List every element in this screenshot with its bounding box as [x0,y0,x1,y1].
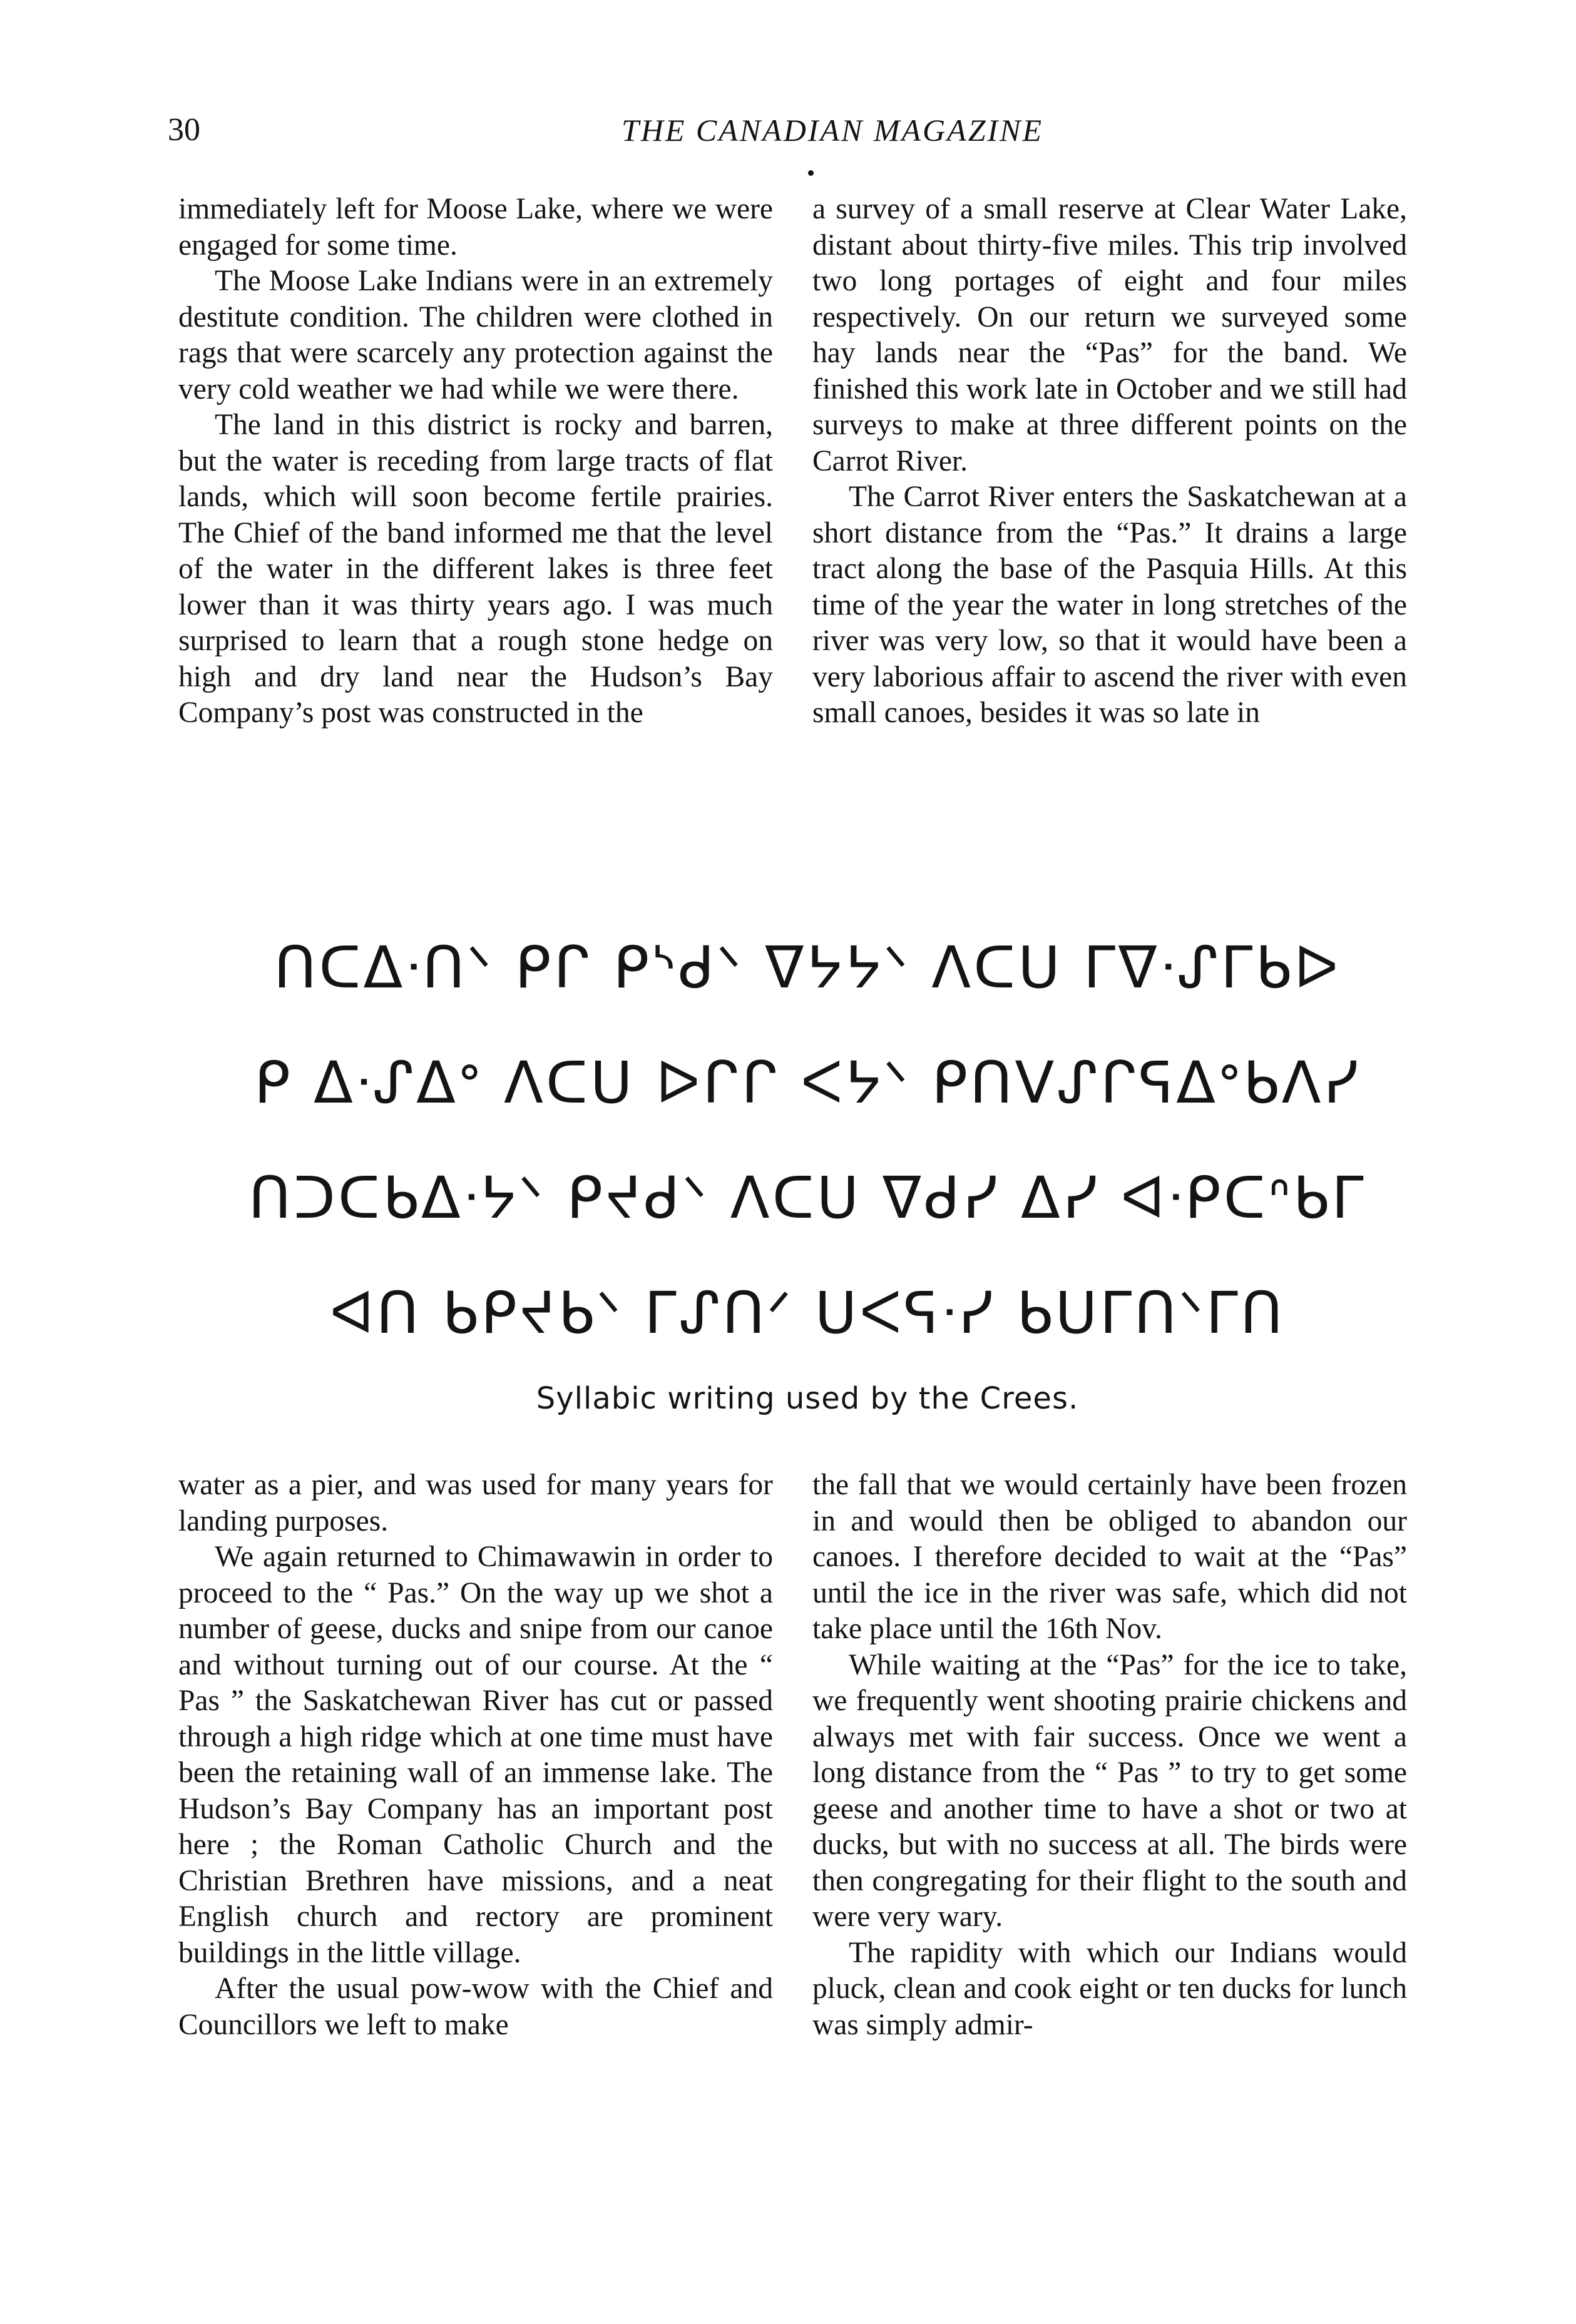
bottom-left-column [178,1467,773,2043]
syllabic-writing-figure [207,910,1408,1371]
bottom-right-column [812,1467,1407,2043]
figure-caption: Syllabic writing used by the Crees. [536,1381,1079,1416]
syllabic-line: ᑎᑕᐃᐧᑎᐠ ᑭᒋ ᑭᔅᑯᐠ ᐁᔭᔭᐠ ᐱᑕᑌ ᒥᐁᐧᔑᒥᑲᐅ [274,934,1341,1001]
running-head: THE CANADIAN MAGAZINE [621,113,1044,148]
page-number: 30 [168,112,200,148]
paragraph: The Carrot River enters the Saskatchewan at a short distance from the “Pas.” It drains a large tract along the base of the Pasquia Hills. At this time of the year the water in long stretches of the river was very low, so that it would have been a very laborious affair to ascend the river with even small canoes, besides it was so late in [812,481,1407,729]
syllabic-line: ᑎᑐᑕᑲᐃᐧᔭᐠ ᑭᔪᑯᐠ ᐱᑕᑌ ᐁᑯᓯ ᐃᓯ ᐊᐧᑭᑕᐢᑲᒥ [248,1165,1366,1231]
syllabic-line: ᐊᑎ ᑲᑭᔪᑲᐠ ᒥᔑᑎᐟ ᑌᐸᕋᐧᓯ ᑲᑌᒥᑎᐠᒥᑎ [329,1280,1286,1347]
paragraph: The rapidity with which our Indians would pluck, clean and cook eight or ten ducks for lunch was simply admir- [812,1936,1407,2041]
paragraph: water as a pier, and was used for many years for landing purposes. [178,1469,773,1537]
paragraph: While waiting at the “Pas” for the ice to take, we frequently went shooting prairie chickens and always met with fair success. Once we went a long distance from the “ Pas ” to try to get some geese and another time to have a shot or two at ducks, but with no success at all. The birds were then congregating for their flight to the south and were very wary. [812,1648,1407,1933]
paragraph: After the usual pow-wow with the Chief and Councillors we left to make [178,1972,773,2041]
paragraph: immediately left for Moose Lake, where we were engaged for some time. [178,193,773,262]
paragraph: We again returned to Chimawawin in order to proceed to the “ Pas.” On the way up we shot a number of geese, ducks and snipe from our canoe and without turning out of our course. At the “ Pas ” the Saskatchewan River has cut or passed through a high ridge which at one time must have been the retaining wall of an immense lake. The Hudson’s Bay Company has an important post here ; the Roman Catholic Church and the Christian Brethren have missions, and a neat English church and rectory are prominent buildings in the little village. [178,1541,773,1969]
top-right-column [812,191,1407,731]
ornament-dot [808,170,814,176]
top-left-column [178,191,773,731]
paragraph: a survey of a small reserve at Clear Water Lake, distant about thirty-five miles. This trip involved two long portages of eight and four miles respectively. On our return we surveyed some hay lands near the “Pas” for the band. We finished this work late in October and we still had surveys to make at three different points on the Carrot River. [812,193,1407,477]
paragraph: The Moose Lake Indians were in an extremely destitute condition. The children were clothed in rags that were scarcely any protection against the very cold weather we had while we were there. [178,265,773,405]
paragraph: the fall that we would certainly have been frozen in and would then be obliged to abandon our canoes. I therefore decided to wait at the “Pas” until the ice in the river was safe, which did not take place until the 16th Nov. [812,1469,1407,1645]
syllabic-line: ᑭ ᐃᐧᔑᐃᐤ ᐱᑕᑌ ᐅᒋᒋ ᐸᔭᐠ ᑭᑎᐯᔑᒋᕋᐃᐤᑲᐱᓯ [253,1049,1361,1116]
paragraph: The land in this district is rocky and barren, but the water is receding from large tracts of flat lands, which will soon become fertile prairies. The Chief of the band informed me that the level of the water in the different lakes is three feet lower than it was thirty years ago. I was much surprised to learn that a rough stone hedge on high and dry land near the Hudson’s Bay Company’s post was constructed in the [178,409,773,729]
